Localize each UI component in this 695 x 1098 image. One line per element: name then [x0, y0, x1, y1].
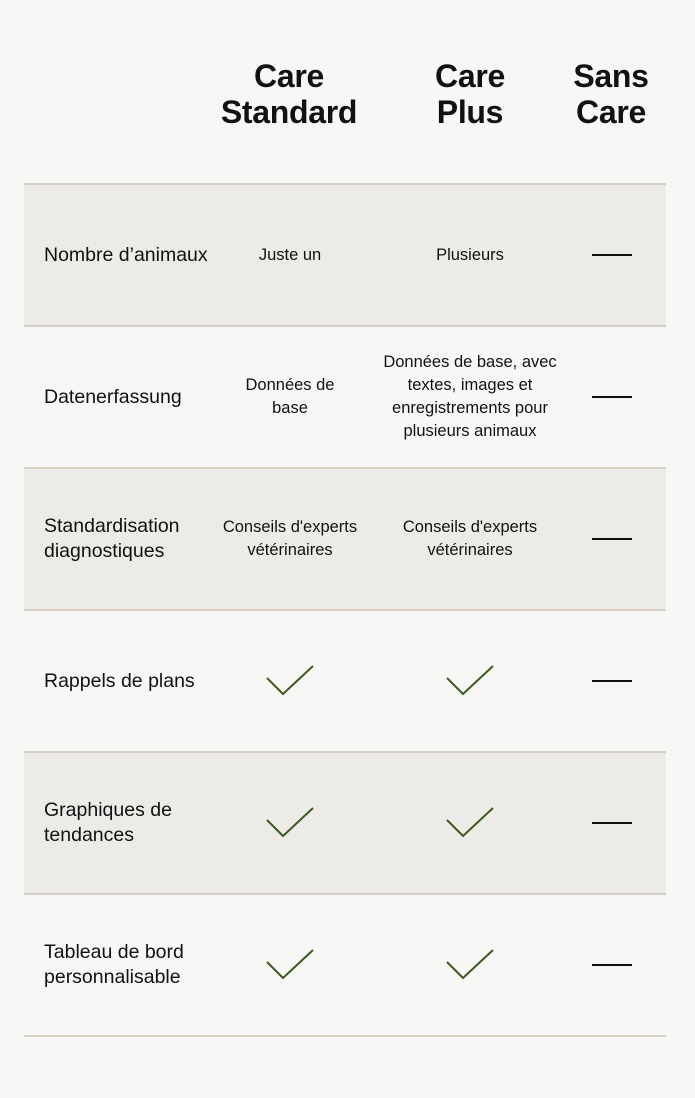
dash-icon: [592, 822, 632, 824]
table-row: [24, 609, 666, 751]
checkmark-icon: [446, 807, 494, 839]
sans-value: [572, 327, 652, 467]
table-row: [24, 325, 666, 467]
checkmark-icon: [266, 807, 314, 839]
table-row: [24, 183, 666, 325]
plan-title-line: Standard: [220, 94, 358, 130]
dash-icon: [592, 396, 632, 398]
checkmark-icon: [446, 949, 494, 981]
plan-title-line: Care: [435, 58, 505, 94]
plan-title-line: Care: [576, 94, 646, 130]
plan-title-line: Sans: [573, 58, 649, 94]
plus-value: [374, 895, 566, 1035]
sans-value: [572, 469, 652, 609]
feature-label: Nombre d’animaux: [44, 243, 208, 266]
standard-value: [210, 611, 370, 751]
dash-icon: [592, 964, 632, 966]
plus-value: [374, 611, 566, 751]
sans-value: [572, 753, 652, 893]
feature-label: Rappels de plans: [44, 669, 195, 692]
comparison-header: [0, 0, 695, 184]
standard-value: Juste un: [258, 245, 322, 264]
standard-value: Données de base: [245, 376, 335, 417]
table-row: [24, 467, 666, 609]
standard-value: Conseils d'experts vétérinaires: [222, 518, 358, 559]
checkmark-icon: [266, 665, 314, 697]
sans-value: [572, 611, 652, 751]
plus-value: [374, 753, 566, 893]
standard-value: [210, 895, 370, 1035]
table-row: [24, 893, 666, 1037]
plan-title-line: Care: [254, 58, 324, 94]
standard-value: [210, 753, 370, 893]
plus-value: Données de base, avec textes, images et enregistrements pour plusieurs animaux: [383, 353, 557, 440]
comparison-table: [24, 183, 666, 1037]
feature-label: Datenerfassung: [44, 385, 182, 408]
feature-label: Tableau de bord personnalisable: [44, 941, 184, 988]
plus-value: Plusieurs: [436, 245, 504, 264]
table-row: [24, 751, 666, 893]
sans-value: [572, 185, 652, 325]
plan-title-line: Plus: [436, 94, 504, 130]
feature-label: Standardisation diagnostiques: [44, 515, 180, 562]
sans-value: [572, 895, 652, 1035]
plan-title-sans-care: [556, 58, 666, 130]
checkmark-icon: [266, 949, 314, 981]
dash-icon: [592, 254, 632, 256]
checkmark-icon: [446, 665, 494, 697]
plan-title-care-plus: [390, 58, 550, 130]
dash-icon: [592, 680, 632, 682]
plan-title-care-standard: [209, 58, 369, 130]
feature-label: Graphiques de tendances: [44, 799, 172, 846]
plus-value: Conseils d'experts vétérinaires: [402, 518, 538, 559]
dash-icon: [592, 538, 632, 540]
